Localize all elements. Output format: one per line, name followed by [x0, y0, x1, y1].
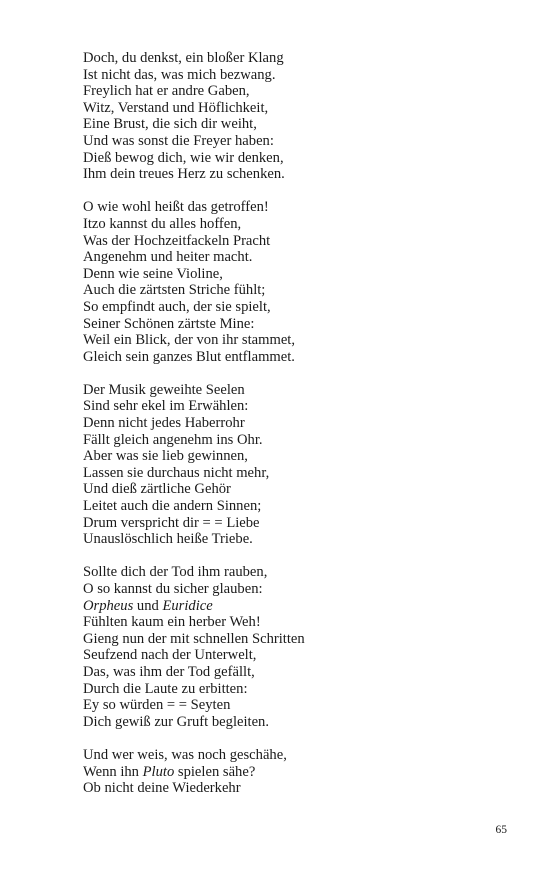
poem-line — [83, 780, 523, 797]
poem-line — [83, 233, 523, 250]
line-text: Ob nicht deine Wiederkehr — [83, 780, 241, 797]
line-text: Und wer weis, was noch geschähe, — [83, 746, 287, 763]
poem-line — [83, 282, 523, 299]
poem-line — [83, 531, 523, 548]
line-text: Leitet auch die andern Sinnen; — [83, 498, 262, 515]
line-text: Seufzend nach der Unterwelt, — [83, 647, 257, 664]
line-text: Doch, du denkst, ein bloßer Klang — [83, 50, 284, 66]
line-text: Das, was ihm der Tod gefällt, — [83, 663, 255, 680]
line-text: Denn nicht jedes Haberrohr — [83, 415, 245, 432]
poem-line — [83, 216, 523, 233]
poem-line — [83, 415, 523, 432]
line-text: Fällt gleich angenehm ins Ohr. — [83, 431, 263, 448]
line-text: Wenn ihn — [83, 763, 143, 780]
line-text: Ihm dein treues Herz zu schenken. — [83, 166, 285, 183]
line-text: Freylich hat er andre Gaben, — [83, 83, 250, 100]
poem-line — [83, 150, 523, 167]
poem-line — [83, 83, 523, 100]
line-text: Drum verspricht dir = = Liebe — [83, 514, 260, 531]
poem-line — [83, 116, 523, 133]
line-text: Eine Brust, die sich dir weiht, — [83, 116, 257, 133]
line-text: Aber was sie lieb gewinnen, — [83, 448, 248, 465]
stanza — [83, 50, 523, 183]
poem-line — [83, 67, 523, 84]
italic-name: Euridice — [162, 597, 213, 614]
poem-line — [83, 382, 523, 399]
line-text: Gieng nun der mit schnellen Schritten — [83, 630, 305, 647]
line-text: Itzo kannst du alles hoffen, — [83, 215, 242, 232]
line-text: Angenehm und heiter macht. — [83, 249, 253, 266]
poem-line — [83, 448, 523, 465]
line-text: Witz, Verstand und Höflichkeit, — [83, 99, 269, 116]
poem-line — [83, 266, 523, 283]
line-text: Unauslöschlich heiße Triebe. — [83, 531, 253, 548]
poem-line — [83, 498, 523, 515]
poem-line — [83, 764, 523, 781]
poem-line — [83, 697, 523, 714]
stanza — [83, 199, 523, 365]
line-text: O so kannst du sicher glauben: — [83, 581, 263, 597]
line-text: Dich gewiß zur Gruft begleiten. — [83, 713, 270, 730]
line-text: Auch die zärtsten Striche fühlt; — [83, 282, 266, 299]
poem-line — [83, 166, 523, 183]
stanza — [83, 382, 523, 548]
line-text: Und was sonst die Freyer haben: — [83, 132, 274, 149]
italic-name: Orpheus — [83, 597, 134, 614]
line-text: und — [133, 597, 163, 614]
line-text: Denn wie seine Violine, — [83, 265, 223, 282]
poem-line — [83, 199, 523, 216]
line-text: Sollte dich der Tod ihm rauben, — [83, 564, 268, 581]
line-text: Und dieß zärtliche Gehör — [83, 481, 231, 498]
poem-line — [83, 747, 523, 764]
stanza — [83, 747, 523, 797]
page-number: 65 — [495, 824, 507, 836]
poem-line — [83, 681, 523, 698]
poem-line — [83, 647, 523, 664]
poem-line — [83, 299, 523, 316]
line-text: Seiner Schönen zärtste Mine: — [83, 315, 255, 332]
poem-line — [83, 714, 523, 731]
line-text: Gleich sein ganzes Blut entflammet. — [83, 348, 295, 365]
poem-line — [83, 398, 523, 415]
poem-line — [83, 133, 523, 150]
poem-line — [83, 316, 523, 333]
line-text: Ist nicht das, was mich bezwang. — [83, 66, 276, 83]
line-text: Was der Hochzeitfackeln Pracht — [83, 232, 271, 249]
line-text: Sind sehr ekel im Erwählen: — [83, 398, 249, 415]
poem-line — [83, 249, 523, 266]
italic-name: Pluto — [142, 763, 175, 780]
poem-line — [83, 598, 523, 615]
line-text: Weil ein Blick, der von ihr stammet, — [83, 332, 296, 349]
poem-line — [83, 614, 523, 631]
poem-line — [83, 481, 523, 498]
line-text: Durch die Laute zu erbitten: — [83, 680, 248, 697]
line-text: So empfindt auch, der sie spielt, — [83, 298, 271, 315]
poem-line — [83, 664, 523, 681]
line-text: Fühlten kaum ein herber Weh! — [83, 614, 261, 631]
line-text: Lassen sie durchaus nicht mehr, — [83, 464, 270, 481]
line-text: O wie wohl heißt das getroffen! — [83, 199, 269, 216]
line-text: Dieß bewog dich, wie wir denken, — [83, 149, 284, 166]
poem-line — [83, 465, 523, 482]
poem-line — [83, 564, 523, 581]
poem-line — [83, 432, 523, 449]
stanza — [83, 564, 523, 730]
line-text: Ey so würden = = Seyten — [83, 697, 231, 714]
poem-line — [83, 100, 523, 117]
poem-line — [83, 50, 523, 67]
poem-body — [83, 50, 523, 797]
poem-line — [83, 332, 523, 349]
line-text: spielen sähe? — [174, 763, 256, 780]
poem-line — [83, 349, 523, 366]
line-text: Der Musik geweihte Seelen — [83, 381, 245, 398]
poem-line — [83, 581, 523, 598]
poem-line — [83, 515, 523, 532]
poem-line — [83, 631, 523, 648]
